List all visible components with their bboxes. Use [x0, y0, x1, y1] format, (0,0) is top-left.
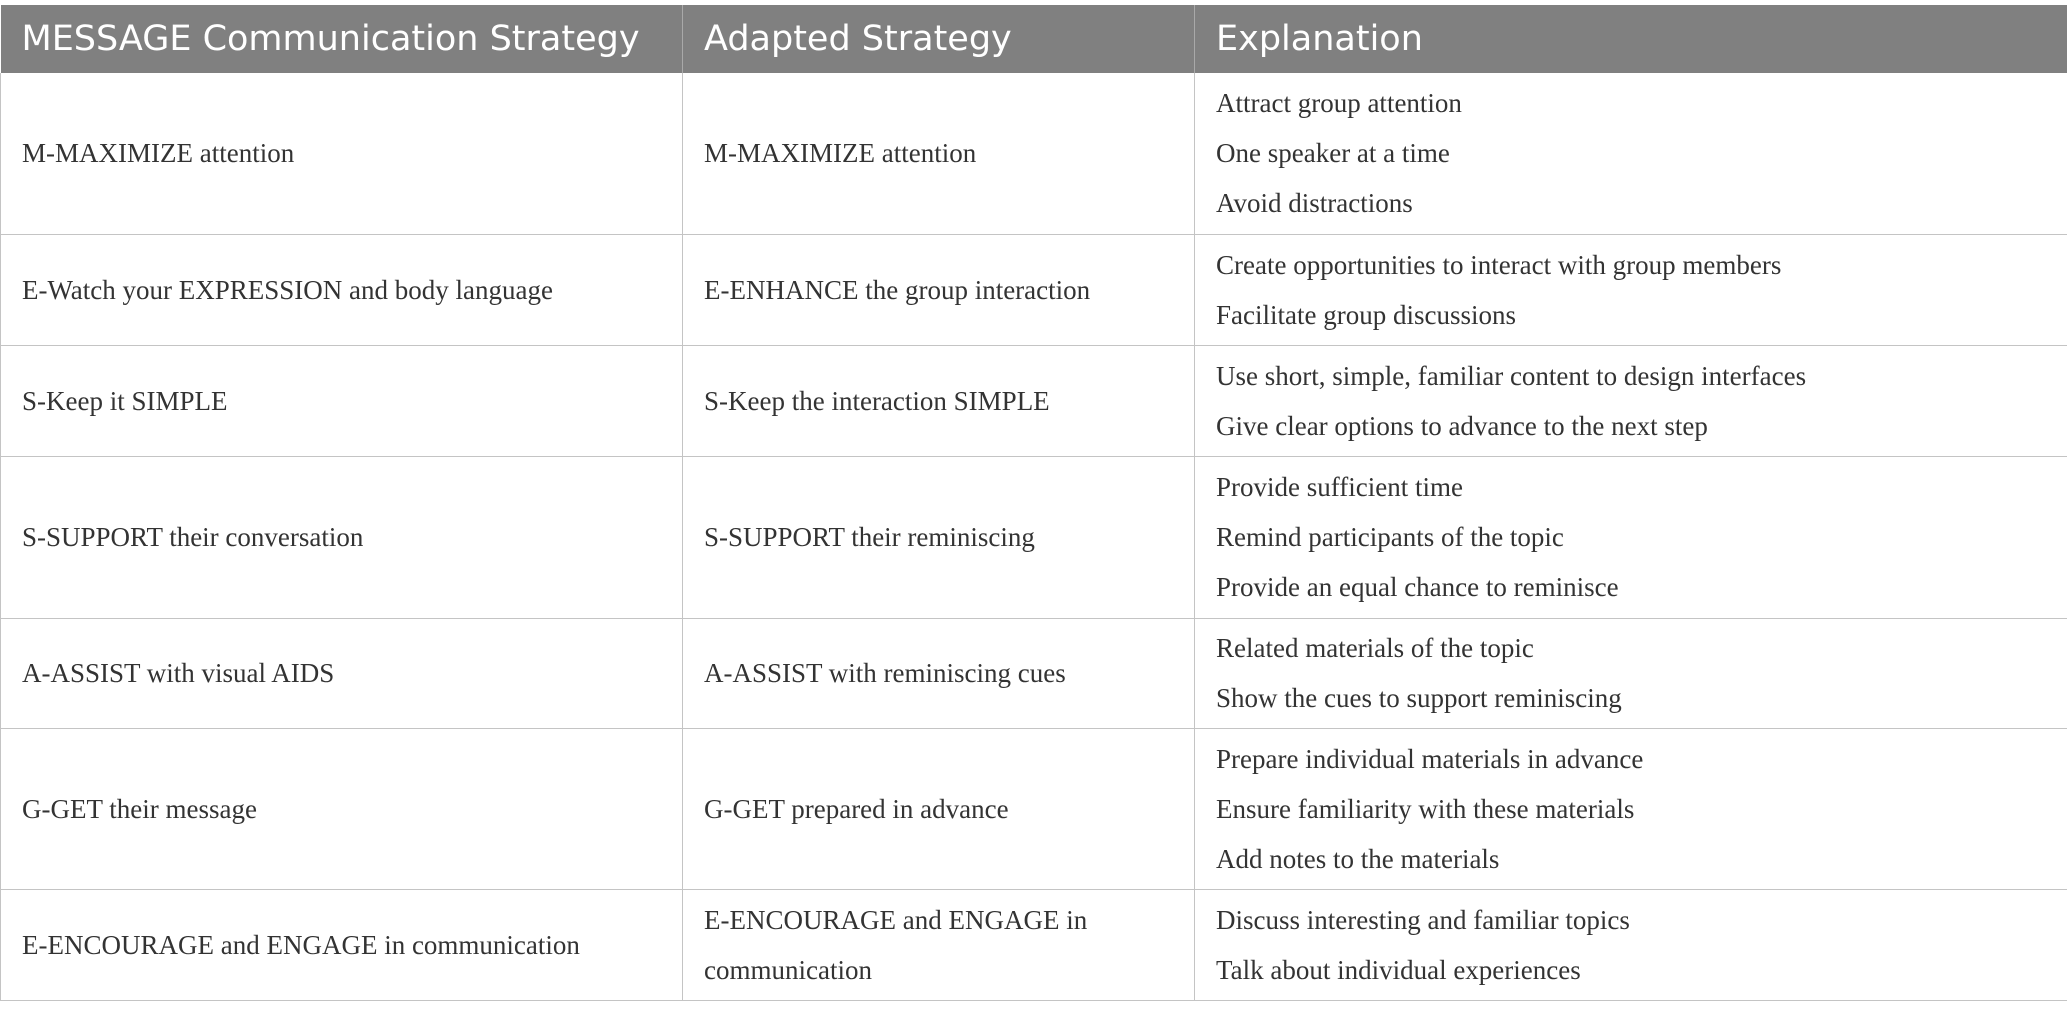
adapted-strategy-cell: S-SUPPORT their reminiscing: [683, 456, 1195, 618]
table-header-row: [1, 5, 2067, 73]
explanation-line: Ensure familiarity with these materials: [1216, 793, 1635, 824]
explanation-cell: [1195, 728, 2067, 889]
explanation-cell: [1195, 456, 2067, 618]
adapted-strategy-cell: A-ASSIST with reminiscing cues: [683, 618, 1195, 728]
explanation-line: Talk about individual experiences: [1216, 954, 1581, 985]
table-row: [1, 456, 2067, 618]
header-adapted-strategy: Adapted Strategy: [683, 5, 1195, 73]
adapted-strategy-cell: E-ENCOURAGE and ENGAGE in communication: [683, 889, 1195, 1000]
explanation-line: Prepare individual materials in advance: [1216, 743, 1644, 774]
explanation-line: One speaker at a time: [1216, 138, 1450, 169]
strategy-table-container: [0, 5, 2067, 1001]
table-row: [1, 73, 2067, 234]
table-row: [1, 618, 2067, 728]
table-row: [1, 234, 2067, 345]
original-strategy-cell: E-ENCOURAGE and ENGAGE in communication: [1, 889, 683, 1000]
adapted-strategy-cell: M-MAXIMIZE attention: [683, 73, 1195, 234]
adapted-strategy-cell: E-ENHANCE the group interaction: [683, 234, 1195, 345]
explanation-cell: [1195, 73, 2067, 234]
original-strategy-cell: S-SUPPORT their conversation: [1, 456, 683, 618]
table-row: [1, 728, 2067, 889]
explanation-line: Related materials of the topic: [1216, 633, 1534, 663]
explanation-line: Create opportunities to interact with group members: [1216, 249, 1782, 280]
adapted-strategy-cell: S-Keep the interaction SIMPLE: [683, 345, 1195, 456]
explanation-line: Show the cues to support reminiscing: [1216, 683, 1622, 713]
original-strategy-cell: E-Watch your EXPRESSION and body language: [1, 234, 683, 345]
table-row: [1, 889, 2067, 1000]
explanation-line: Provide sufficient time: [1216, 472, 1463, 502]
explanation-cell: [1195, 345, 2067, 456]
explanation-line: Avoid distractions: [1216, 188, 1413, 219]
explanation-line: Facilitate group discussions: [1216, 299, 1516, 330]
adapted-strategy-cell: G-GET prepared in advance: [683, 728, 1195, 889]
strategy-table: [0, 5, 2067, 1001]
explanation-line: Use short, simple, familiar content to design interfaces: [1216, 360, 1807, 391]
original-strategy-cell: M-MAXIMIZE attention: [1, 73, 683, 234]
original-strategy-cell: G-GET their message: [1, 728, 683, 889]
header-explanation: Explanation: [1216, 19, 1423, 59]
table-row: [1, 345, 2067, 456]
explanation-cell: [1195, 618, 2067, 728]
original-strategy-cell: S-Keep it SIMPLE: [1, 345, 683, 456]
original-strategy-cell: A-ASSIST with visual AIDS: [1, 618, 683, 728]
header-original-strategy: MESSAGE Communication Strategy: [1, 5, 683, 73]
explanation-line: Add notes to the materials: [1216, 843, 1500, 874]
explanation-cell: [1195, 234, 2067, 345]
explanation-line: Attract group attention: [1216, 88, 1462, 119]
explanation-line: Discuss interesting and familiar topics: [1216, 904, 1630, 935]
explanation-cell: [1195, 889, 2067, 1000]
explanation-line: Give clear options to advance to the next step: [1216, 410, 1708, 441]
explanation-line: Provide an equal chance to reminisce: [1216, 572, 1619, 602]
explanation-line: Remind participants of the topic: [1216, 522, 1564, 552]
